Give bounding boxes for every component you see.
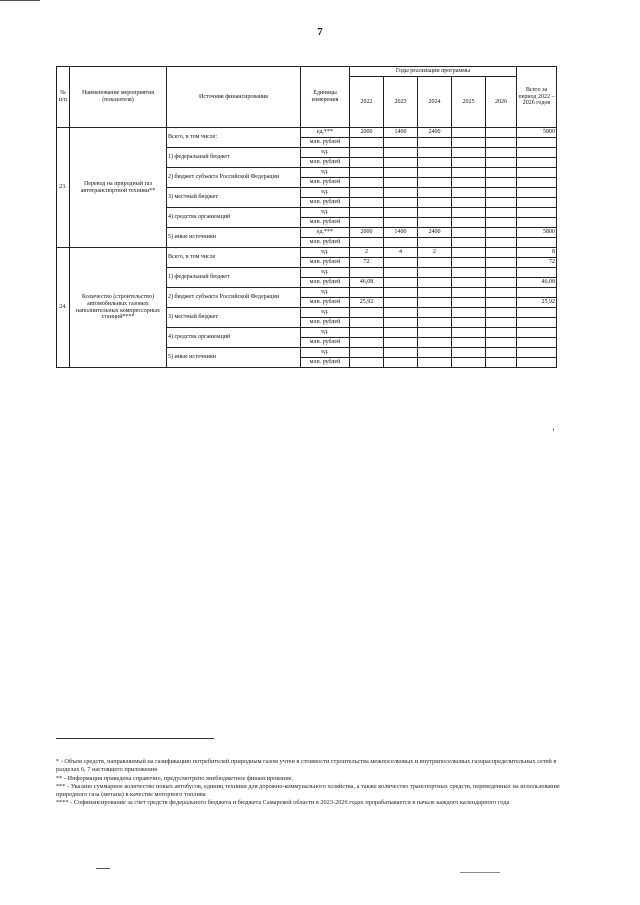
year-value-cell <box>350 208 384 218</box>
year-value-cell: 2 <box>418 248 452 258</box>
year-value-cell <box>418 168 452 178</box>
year-value-cell: 1400 <box>384 128 418 138</box>
total-value-cell: 5800 <box>517 128 557 138</box>
year-value-cell <box>452 238 486 248</box>
year-value-cell <box>350 138 384 148</box>
year-value-cell <box>486 318 517 328</box>
year-value-cell <box>384 358 418 368</box>
year-value-cell <box>350 218 384 228</box>
unit-cell: ед. <box>301 348 350 358</box>
year-value-cell <box>486 228 517 238</box>
year-value-cell <box>486 338 517 348</box>
year-value-cell <box>452 178 486 188</box>
header-years-group: Годы реализации программы <box>350 67 517 77</box>
footnote: * - Объем средств, направляемый на газификацию потребителей природным газом учтен в стоимости строительства межпоселковых и внутрипоселковых газораспределительных сетей в разделах 6, 7 настоящего приложения <box>56 758 557 774</box>
year-value-cell <box>452 328 486 338</box>
page-number: 7 <box>317 26 323 38</box>
year-value-cell <box>486 138 517 148</box>
year-value-cell <box>418 178 452 188</box>
unit-cell: млн. рублей <box>301 318 350 328</box>
total-value-cell <box>517 158 557 168</box>
year-value-cell <box>384 218 418 228</box>
year-value-cell <box>486 208 517 218</box>
unit-cell: ед. <box>301 208 350 218</box>
total-value-cell: 8 <box>517 248 557 258</box>
year-value-cell <box>486 218 517 228</box>
year-value-cell <box>418 288 452 298</box>
year-value-cell <box>452 228 486 238</box>
funding-source: Всего, в том числе <box>167 248 301 268</box>
year-value-cell: 2000 <box>350 228 384 238</box>
year-value-cell <box>350 308 384 318</box>
year-value-cell <box>384 338 418 348</box>
year-value-cell: 25,92 <box>350 298 384 308</box>
year-value-cell <box>452 288 486 298</box>
unit-cell: млн. рублей <box>301 338 350 348</box>
header-year: 2022 <box>350 77 384 128</box>
year-value-cell: 46,08 <box>350 278 384 288</box>
total-value-cell <box>517 308 557 318</box>
unit-cell: ед. <box>301 328 350 338</box>
year-value-cell <box>486 268 517 278</box>
funding-source: Всего, в том числе: <box>167 128 301 148</box>
year-value-cell <box>418 278 452 288</box>
total-value-cell <box>517 198 557 208</box>
total-value-cell <box>517 218 557 228</box>
year-value-cell <box>350 328 384 338</box>
total-value-cell <box>517 138 557 148</box>
total-value-cell <box>517 328 557 338</box>
program-table-body <box>57 128 557 368</box>
year-value-cell <box>486 168 517 178</box>
year-value-cell: 2000 <box>350 128 384 138</box>
year-value-cell <box>452 128 486 138</box>
total-value-cell <box>517 338 557 348</box>
year-value-cell <box>452 278 486 288</box>
program-table <box>56 66 557 368</box>
year-value-cell <box>384 278 418 288</box>
unit-cell: млн. рублей <box>301 178 350 188</box>
year-value-cell <box>418 338 452 348</box>
header-name: Наименование мероприятия (показателя) <box>70 67 167 128</box>
scan-mark <box>96 868 110 869</box>
year-value-cell <box>452 308 486 318</box>
year-value-cell <box>418 238 452 248</box>
year-value-cell <box>384 328 418 338</box>
unit-cell: ед. <box>301 288 350 298</box>
table-row <box>57 128 557 138</box>
year-value-cell <box>418 328 452 338</box>
year-value-cell <box>486 278 517 288</box>
total-value-cell <box>517 178 557 188</box>
header-source: Источник финансирования <box>167 67 301 128</box>
year-value-cell <box>452 168 486 178</box>
year-value-cell <box>452 218 486 228</box>
year-value-cell <box>452 148 486 158</box>
unit-cell: ед. <box>301 168 350 178</box>
scan-mark <box>553 428 554 431</box>
header-year: 2026 <box>486 77 517 128</box>
year-value-cell <box>418 268 452 278</box>
year-value-cell <box>350 158 384 168</box>
year-value-cell <box>452 268 486 278</box>
footnote: **** - Софинансирование за счет средств федерального бюджета и бюджета Самарской области в 2023-2026 годах прорабатывается в начале каждого календарного года <box>56 799 510 807</box>
funding-source: 5) иные источники <box>167 348 301 368</box>
year-value-cell <box>384 298 418 308</box>
year-value-cell <box>418 308 452 318</box>
table-row <box>57 248 557 258</box>
total-value-cell <box>517 288 557 298</box>
footnote: *** - Указано суммарное количество новых автобусов, единиц техники для дорожно-коммунального хозяйства, а также количество транспортных средств, переведенных на использование природного газа (метана) в качестве моторного топлива <box>56 782 560 799</box>
year-value-cell <box>486 358 517 368</box>
unit-cell: ед. <box>301 248 350 258</box>
year-value-cell <box>384 238 418 248</box>
funding-source: 1) федеральный бюджет <box>167 148 301 168</box>
year-value-cell <box>418 138 452 148</box>
year-value-cell <box>384 148 418 158</box>
year-value-cell <box>486 308 517 318</box>
year-value-cell <box>350 178 384 188</box>
year-value-cell <box>452 318 486 328</box>
unit-cell: ед. <box>301 268 350 278</box>
year-value-cell <box>452 258 486 268</box>
year-value-cell <box>418 158 452 168</box>
unit-cell: ед.*** <box>301 128 350 138</box>
year-value-cell: 72 <box>350 258 384 268</box>
year-value-cell <box>452 138 486 148</box>
year-value-cell <box>418 188 452 198</box>
year-value-cell <box>418 148 452 158</box>
total-value-cell: 25,92 <box>517 298 557 308</box>
unit-cell: млн. рублей <box>301 198 350 208</box>
year-value-cell <box>350 198 384 208</box>
year-value-cell <box>384 318 418 328</box>
total-value-cell <box>517 188 557 198</box>
unit-cell: млн. рублей <box>301 138 350 148</box>
total-value-cell <box>517 318 557 328</box>
funding-source: 5) иные источники <box>167 228 301 248</box>
year-value-cell <box>384 168 418 178</box>
total-value-cell: 72 <box>517 258 557 268</box>
header-unit: Единицы измерения <box>301 67 350 128</box>
year-value-cell <box>452 208 486 218</box>
total-value-cell: 46,08 <box>517 278 557 288</box>
year-value-cell <box>452 298 486 308</box>
total-value-cell: 5800 <box>517 228 557 238</box>
unit-cell: млн. рублей <box>301 258 350 268</box>
year-value-cell <box>384 288 418 298</box>
year-value-cell <box>384 138 418 148</box>
year-value-cell: 2 <box>350 248 384 258</box>
year-value-cell <box>452 198 486 208</box>
year-value-cell <box>486 328 517 338</box>
year-value-cell <box>350 338 384 348</box>
total-value-cell <box>517 168 557 178</box>
unit-cell: ед. <box>301 188 350 198</box>
year-value-cell <box>350 268 384 278</box>
unit-cell: ед. <box>301 308 350 318</box>
year-value-cell <box>350 148 384 158</box>
year-value-cell <box>452 158 486 168</box>
year-value-cell <box>486 128 517 138</box>
funding-source: 2) бюджет субъекта Российской Федерации <box>167 288 301 308</box>
unit-cell: млн. рублей <box>301 278 350 288</box>
unit-cell: ед.*** <box>301 228 350 238</box>
year-value-cell <box>418 348 452 358</box>
year-value-cell <box>384 268 418 278</box>
total-value-cell <box>517 148 557 158</box>
year-value-cell <box>384 258 418 268</box>
year-value-cell <box>486 158 517 168</box>
year-value-cell <box>384 158 418 168</box>
year-value-cell <box>418 208 452 218</box>
header-total: Всего за период 2022 – 2026 годов <box>517 67 557 128</box>
funding-source: 3) местный бюджет <box>167 308 301 328</box>
year-value-cell <box>486 348 517 358</box>
year-value-cell <box>452 348 486 358</box>
total-value-cell <box>517 358 557 368</box>
year-value-cell <box>350 318 384 328</box>
year-value-cell <box>384 308 418 318</box>
year-value-cell <box>350 348 384 358</box>
year-value-cell <box>418 218 452 228</box>
total-value-cell <box>517 208 557 218</box>
year-value-cell <box>486 148 517 158</box>
year-value-cell: 2400 <box>418 128 452 138</box>
total-value-cell <box>517 238 557 248</box>
year-value-cell <box>418 318 452 328</box>
unit-cell: млн. рублей <box>301 298 350 308</box>
year-value-cell: 4 <box>384 248 418 258</box>
year-value-cell <box>452 188 486 198</box>
funding-source: 3) местный бюджет <box>167 188 301 208</box>
total-value-cell <box>517 348 557 358</box>
header-num: № п/п <box>57 67 70 128</box>
year-value-cell <box>418 198 452 208</box>
year-value-cell <box>384 188 418 198</box>
year-value-cell <box>418 358 452 368</box>
header-year: 2024 <box>418 77 452 128</box>
year-value-cell <box>452 338 486 348</box>
year-value-cell <box>384 208 418 218</box>
funding-source: 2) бюджет субъекта Российской Федерации <box>167 168 301 188</box>
footnote: ** - Информация приведена справочно, предусмотрено внебюджетное финансирование. <box>56 774 294 782</box>
unit-cell: млн. рублей <box>301 358 350 368</box>
unit-cell: млн. рублей <box>301 158 350 168</box>
year-value-cell: 2400 <box>418 228 452 238</box>
year-value-cell <box>486 248 517 258</box>
year-value-cell <box>418 298 452 308</box>
year-value-cell <box>486 178 517 188</box>
scan-mark <box>460 872 500 873</box>
year-value-cell <box>452 248 486 258</box>
unit-cell: млн. рублей <box>301 238 350 248</box>
year-value-cell <box>418 258 452 268</box>
year-value-cell <box>384 198 418 208</box>
year-value-cell <box>350 188 384 198</box>
year-value-cell <box>486 298 517 308</box>
unit-cell: млн. рублей <box>301 218 350 228</box>
year-value-cell <box>486 238 517 248</box>
row-number: 23. <box>57 128 70 248</box>
header-year: 2023 <box>384 77 418 128</box>
year-value-cell <box>486 188 517 198</box>
year-value-cell <box>486 288 517 298</box>
year-value-cell <box>452 358 486 368</box>
activity-name: Перевод на природный газ автотранспортной техники** <box>70 128 167 248</box>
unit-cell: ед. <box>301 148 350 158</box>
funding-source: 1) федеральный бюджет <box>167 268 301 288</box>
year-value-cell <box>486 198 517 208</box>
year-value-cell <box>384 348 418 358</box>
year-value-cell <box>350 358 384 368</box>
total-value-cell <box>517 268 557 278</box>
footnotes <box>56 738 576 808</box>
activity-name: Количество (строительство) автомобильных газовых наполнительных компрессорных станций**** <box>70 248 167 368</box>
year-value-cell <box>384 178 418 188</box>
scan-mark <box>0 0 40 1</box>
header-year: 2025 <box>452 77 486 128</box>
year-value-cell <box>350 288 384 298</box>
funding-source: 4) средства организаций <box>167 208 301 228</box>
year-value-cell <box>486 258 517 268</box>
year-value-cell: 1400 <box>384 228 418 238</box>
year-value-cell <box>350 168 384 178</box>
year-value-cell <box>350 238 384 248</box>
funding-source: 4) средства организаций <box>167 328 301 348</box>
row-number: 24. <box>57 248 70 368</box>
